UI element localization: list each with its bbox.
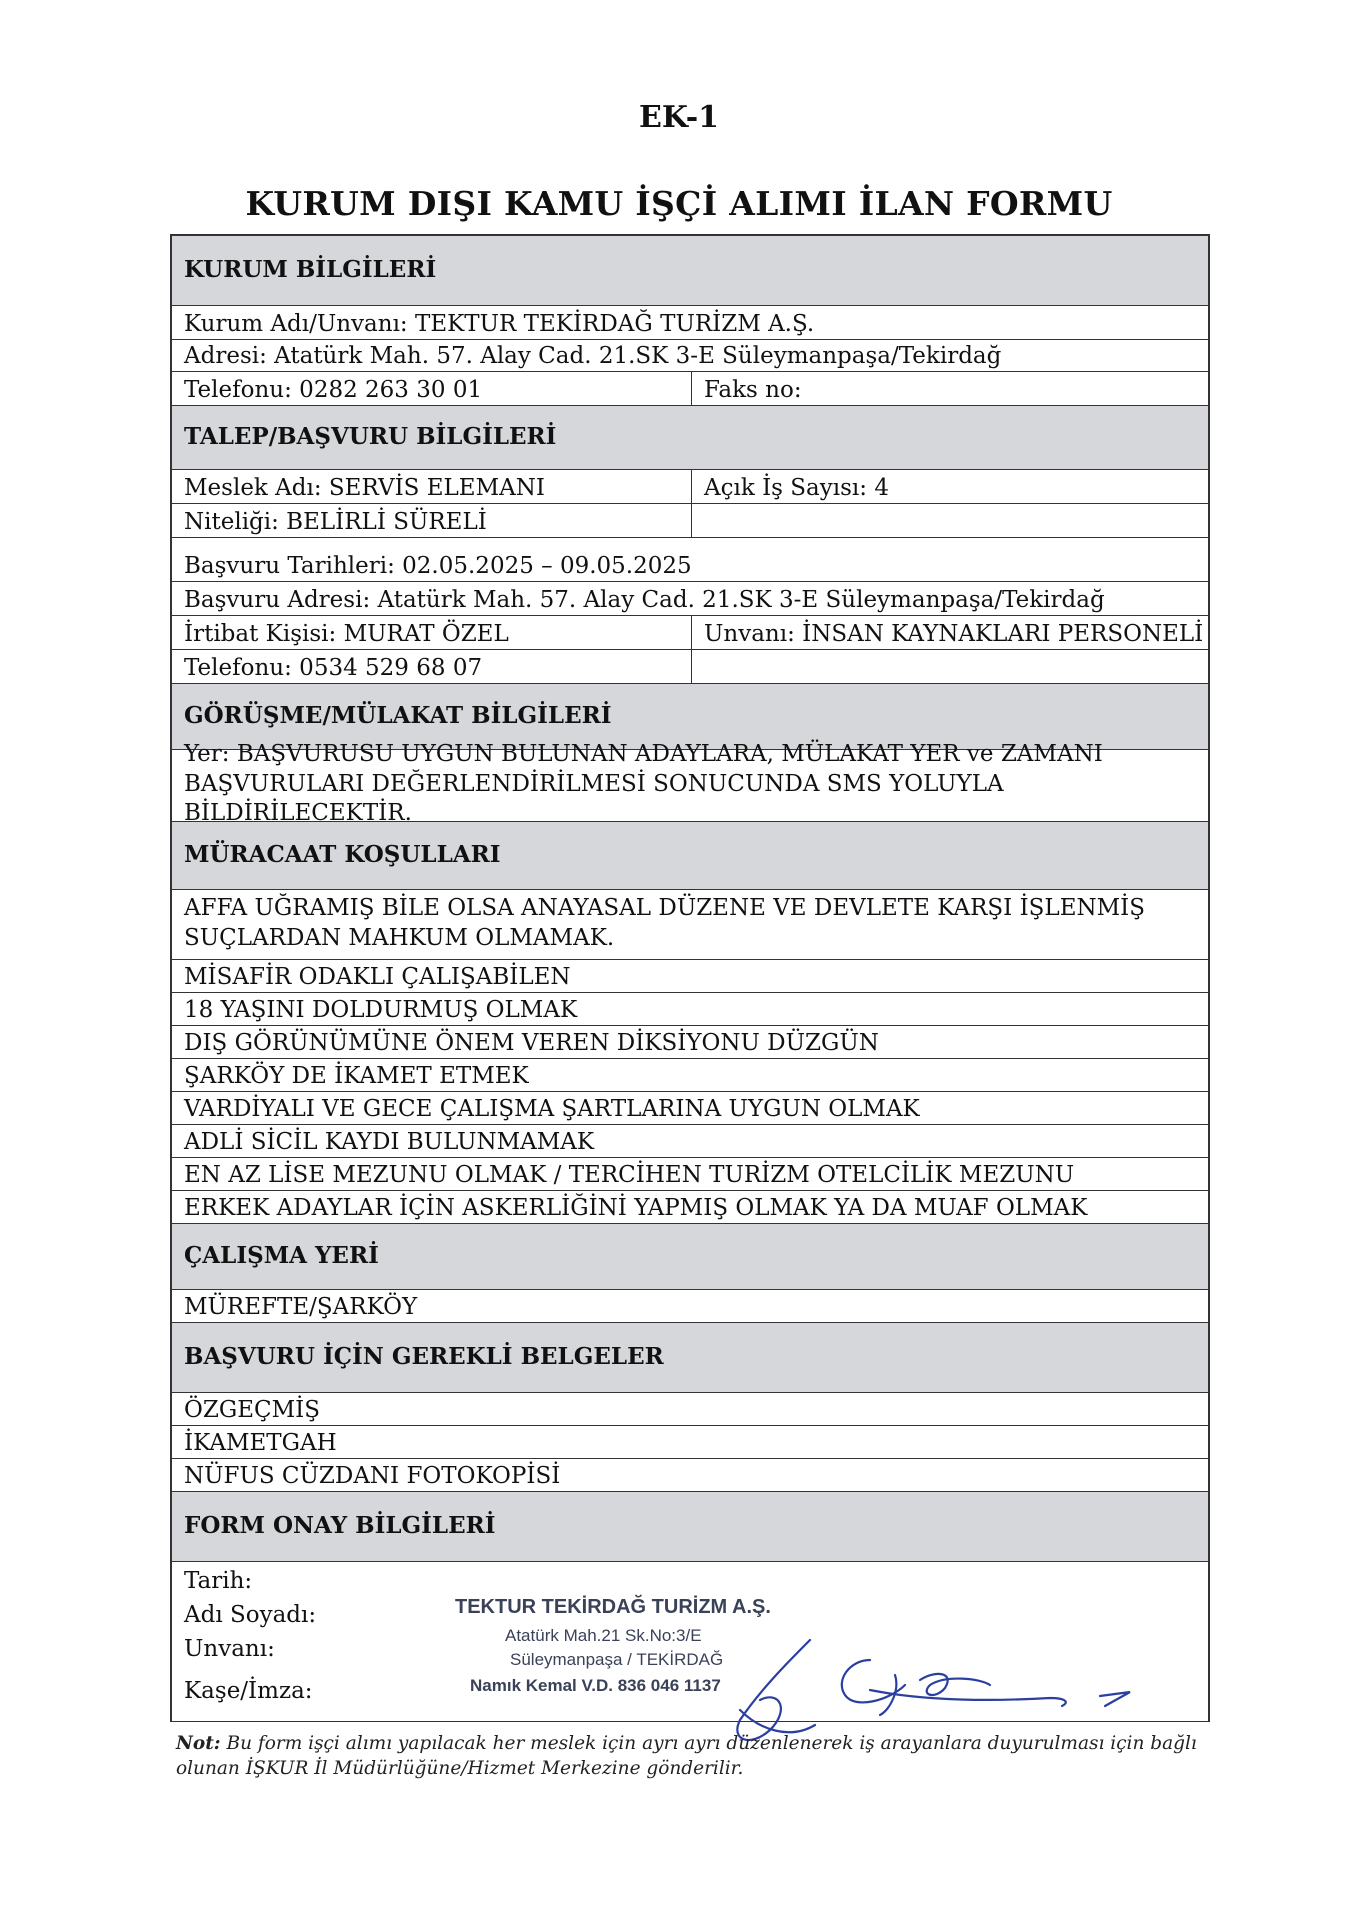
irtibat-phone-row <box>172 650 1208 684</box>
irtibat-telefon: Telefonu: 0534 529 68 07 <box>172 650 692 683</box>
calisma-yeri-row <box>172 1290 1208 1323</box>
acik-is-sayisi: Açık İş Sayısı: 4 <box>704 474 889 501</box>
form-title: KURUM DIŞI KAMU İŞÇİ ALIMI İLAN FORMU <box>245 184 1113 223</box>
section-title: MÜRACAAT KOŞULLARI <box>184 841 501 869</box>
stamp-address-line: Atatürk Mah.21 Sk.No:3/E <box>505 1626 702 1645</box>
belge-item: NÜFUS CÜZDANI FOTOKOPİSİ <box>184 1462 561 1489</box>
stamp-tax-line: Namık Kemal V.D. 836 046 1137 <box>470 1676 721 1695</box>
list-item <box>172 1026 1208 1059</box>
niteligi: Niteliği: BELİRLİ SÜRELİ <box>172 504 692 537</box>
gorusme-line-1: Yer: BAŞVURUSU UYGUN BULUNAN ADAYLARA, MÜLAKAT YER ve ZAMANI <box>184 740 1103 767</box>
section-title: TALEP/BAŞVURU BİLGİLERİ <box>184 423 557 451</box>
muracaat-item: DIŞ GÖRÜNÜMÜNE ÖNEM VEREN DİKSİYONU DÜZGÜN <box>184 1029 879 1056</box>
empty-cell <box>692 504 1208 537</box>
onay-kase-imza: Kaşe/İmza: <box>184 1678 313 1705</box>
muracaat-item: ŞARKÖY DE İKAMET ETMEK <box>184 1062 529 1089</box>
section-calisma <box>172 1224 1208 1290</box>
section-title: BAŞVURU İÇİN GEREKLİ BELGELER <box>184 1343 664 1371</box>
section-kurum <box>172 236 1208 306</box>
list-item <box>172 960 1208 993</box>
muracaat-line-1: AFFA UĞRAMIŞ BİLE OLSA ANAYASAL DÜZENE VE DEVLETE KARŞI İŞLENMİŞ <box>184 894 1146 921</box>
muracaat-item: MİSAFİR ODAKLI ÇALIŞABİLEN <box>184 963 571 990</box>
basvuru-adresi: Başvuru Adresi: Atatürk Mah. 57. Alay Cad. 21.SK 3-E Süleymanpaşa/Tekirdağ <box>184 586 1105 613</box>
list-item <box>172 1459 1208 1492</box>
kurum-address: Adresi: Atatürk Mah. 57. Alay Cad. 21.SK 3-E Süleymanpaşa/Tekirdağ <box>184 342 1002 369</box>
kurum-name-row <box>172 306 1208 340</box>
irtibat-unvan: Unvanı: İNSAN KAYNAKLARI PERSONELİ <box>704 620 1204 647</box>
note-label: Not: <box>176 1733 221 1754</box>
list-item <box>172 1393 1208 1426</box>
gorusme-yer-row <box>172 740 1208 827</box>
section-title: ÇALIŞMA YERİ <box>184 1242 379 1270</box>
stamp-company-name: TEKTUR TEKİRDAĞ TURİZM A.Ş. <box>455 1596 771 1618</box>
belge-item: İKAMETGAH <box>184 1429 337 1456</box>
gorusme-line-2: BAŞVURULARI DEĞERLENDİRİLMESİ SONUCUNDA SMS YOLUYLA BİLDİRİLECEKTİR. <box>184 770 1004 827</box>
muracaat-item: ERKEK ADAYLAR İÇİN ASKERLİĞİNİ YAPMIŞ OLMAK YA DA MUAF OLMAK <box>184 1194 1088 1221</box>
announcement-form <box>170 234 1210 1722</box>
basvuru-adres-row <box>172 582 1208 616</box>
muracaat-item: 18 YAŞINI DOLDURMUŞ OLMAK <box>184 996 578 1023</box>
section-title: KURUM BİLGİLERİ <box>184 256 437 284</box>
kurum-address-row <box>172 340 1208 372</box>
meslek-row <box>172 470 1208 504</box>
list-item <box>172 1158 1208 1191</box>
irtibat-row <box>172 616 1208 650</box>
note-text: Bu form işçi alımı yapılacak her meslek için ayrı ayrı düzenlenerek iş arayanlara duyurulması için bağlı olunan İŞKUR İl Müdürlüğüne/Hizmet Merkezine gönderilir. <box>176 1733 1197 1779</box>
onay-adi-soyadi: Adı Soyadı: <box>184 1601 317 1628</box>
empty-cell <box>692 650 1208 683</box>
calisma-yeri: MÜREFTE/ŞARKÖY <box>184 1293 418 1320</box>
section-muracaat <box>172 822 1208 890</box>
kurum-phone-row <box>172 372 1208 406</box>
onay-unvan: Unvanı: <box>184 1635 275 1662</box>
muracaat-item-first <box>172 890 1208 960</box>
list-item <box>172 1191 1208 1224</box>
stamp-city-line: Süleymanpaşa / TEKİRDAĞ <box>510 1650 724 1669</box>
list-item <box>172 1059 1208 1092</box>
annex-label: EK-1 <box>638 100 720 135</box>
tarih-row <box>172 538 1208 582</box>
onay-tarih: Tarih: <box>184 1567 253 1594</box>
basvuru-tarihleri: Başvuru Tarihleri: 02.05.2025 – 09.05.2025 <box>184 552 692 579</box>
section-talep <box>172 406 1208 470</box>
section-title: FORM ONAY BİLGİLERİ <box>184 1512 496 1540</box>
muracaat-item: VARDİYALI VE GECE ÇALIŞMA ŞARTLARINA UYGUN OLMAK <box>184 1095 920 1122</box>
footnote <box>176 1732 1226 1782</box>
kurum-fax: Faks no: <box>704 376 802 403</box>
section-belgeler <box>172 1323 1208 1393</box>
list-item <box>172 1426 1208 1459</box>
onay-tarih-row <box>172 1562 1208 1596</box>
muracaat-item: ADLİ SİCİL KAYDI BULUNMAMAK <box>184 1128 595 1155</box>
irtibat-kisisi: İrtibat Kişisi: MURAT ÖZEL <box>172 616 692 649</box>
section-onay <box>172 1492 1208 1562</box>
belge-item: ÖZGEÇMİŞ <box>184 1396 320 1423</box>
kurum-name: Kurum Adı/Unvanı: TEKTUR TEKİRDAĞ TURİZM A.Ş. <box>184 310 815 337</box>
muracaat-line-2: SUÇLARDAN MAHKUM OLMAMAK. <box>184 924 615 951</box>
list-item <box>172 993 1208 1026</box>
list-item <box>172 1125 1208 1158</box>
muracaat-item: EN AZ LİSE MEZUNU OLMAK / TERCİHEN TURİZM OTELCİLİK MEZUNU <box>184 1161 1075 1188</box>
nitelik-row <box>172 504 1208 538</box>
kurum-phone: Telefonu: 0282 263 30 01 <box>172 372 692 405</box>
section-title: GÖRÜŞME/MÜLAKAT BİLGİLERİ <box>184 702 612 730</box>
meslek-adi: Meslek Adı: SERVİS ELEMANI <box>172 470 692 503</box>
list-item <box>172 1092 1208 1125</box>
